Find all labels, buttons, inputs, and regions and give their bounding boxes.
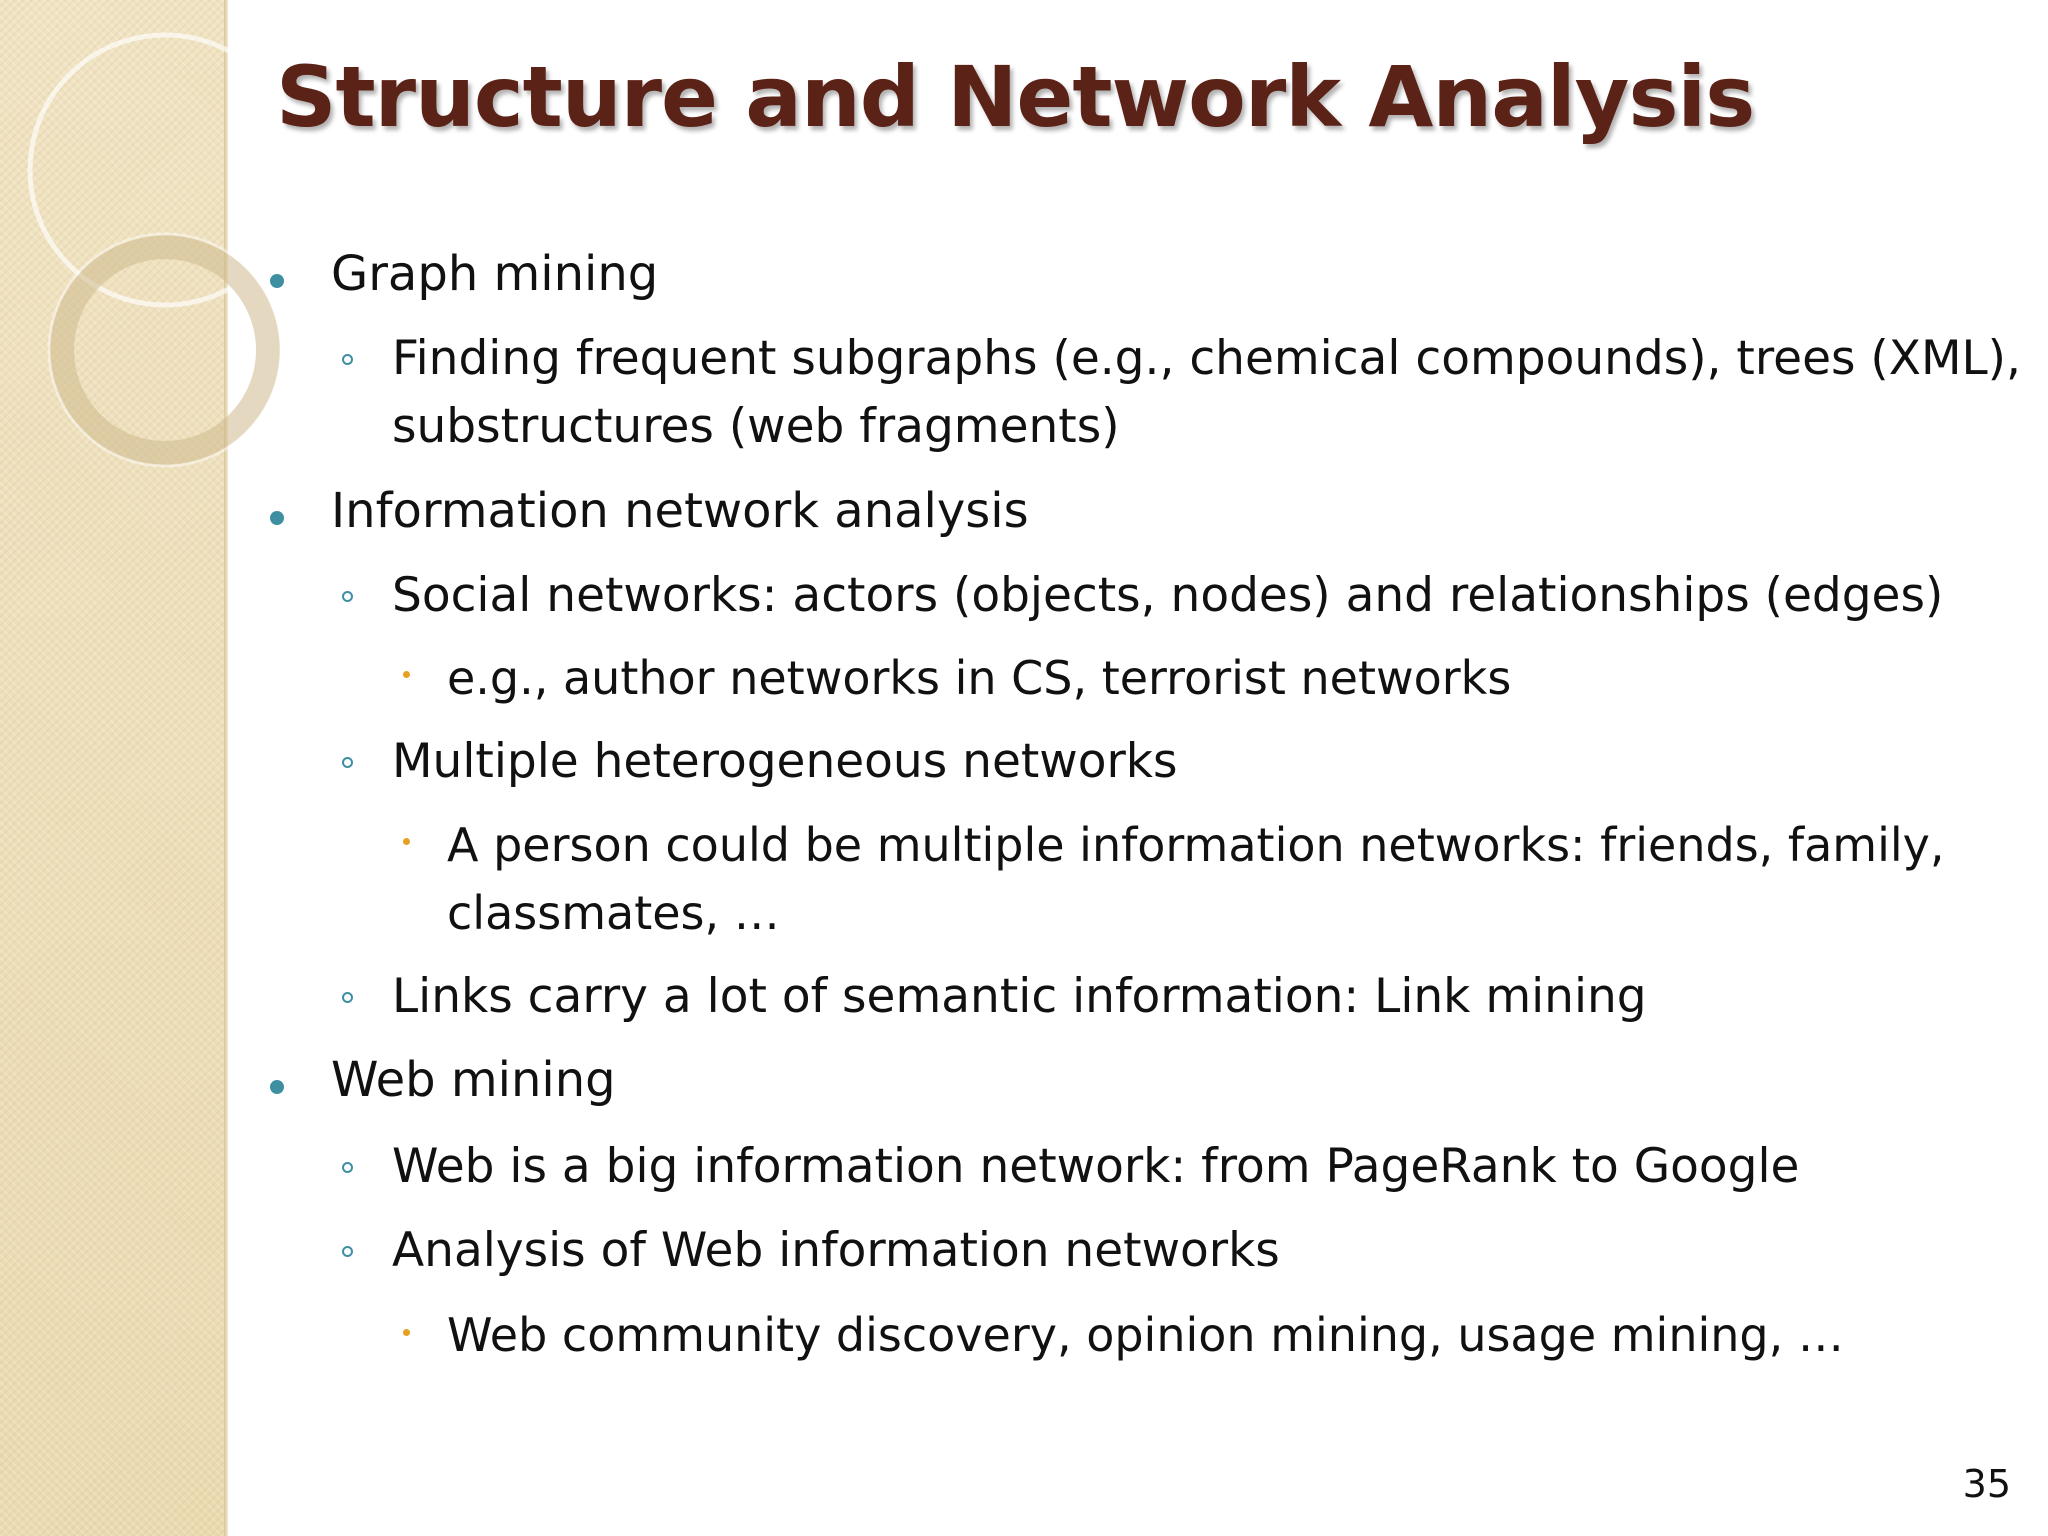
- level2-bullet-icon: [342, 992, 353, 1003]
- level1-bullet-icon: [270, 1080, 284, 1094]
- bullet-text: Graph mining: [331, 246, 659, 302]
- level2-bullet-icon: [342, 1162, 353, 1173]
- level3-bullet-icon: [403, 838, 410, 845]
- level2-bullet-icon: [342, 354, 353, 365]
- bullet-text: Multiple heterogeneous networks: [392, 734, 1178, 789]
- level3-bullet-icon: [403, 671, 410, 678]
- level1-bullet-icon: [270, 274, 284, 288]
- bullet-text-continuation: classmates, …: [447, 886, 780, 940]
- page-number: 35: [1962, 1462, 2011, 1506]
- level3-bullet-icon: [403, 1329, 410, 1336]
- bullet-text: e.g., author networks in CS, terrorist networks: [447, 651, 1512, 705]
- level1-bullet-icon: [270, 511, 284, 525]
- bullet-text: Analysis of Web information networks: [392, 1223, 1280, 1278]
- bullet-text-continuation: substructures (web fragments): [392, 399, 1120, 454]
- bullet-text: Information network analysis: [331, 483, 1029, 539]
- level2-bullet-icon: [342, 757, 353, 768]
- bullet-text: Finding frequent subgraphs (e.g., chemical compounds), trees (XML),: [392, 331, 2021, 386]
- slide-title: Structure and Network Analysis: [276, 48, 1755, 146]
- bullet-text: A person could be multiple information networks: friends, family,: [447, 818, 1945, 872]
- level2-bullet-icon: [342, 591, 353, 602]
- level2-bullet-icon: [342, 1246, 353, 1257]
- bullet-text: Social networks: actors (objects, nodes) and relationships (edges): [392, 568, 1944, 623]
- bullet-text: Links carry a lot of semantic information: Link mining: [392, 969, 1647, 1024]
- bullet-text: Web mining: [331, 1052, 616, 1108]
- bullet-text: Web is a big information network: from PageRank to Google: [392, 1139, 1800, 1194]
- bullet-text: Web community discovery, opinion mining, usage mining, …: [447, 1308, 1844, 1362]
